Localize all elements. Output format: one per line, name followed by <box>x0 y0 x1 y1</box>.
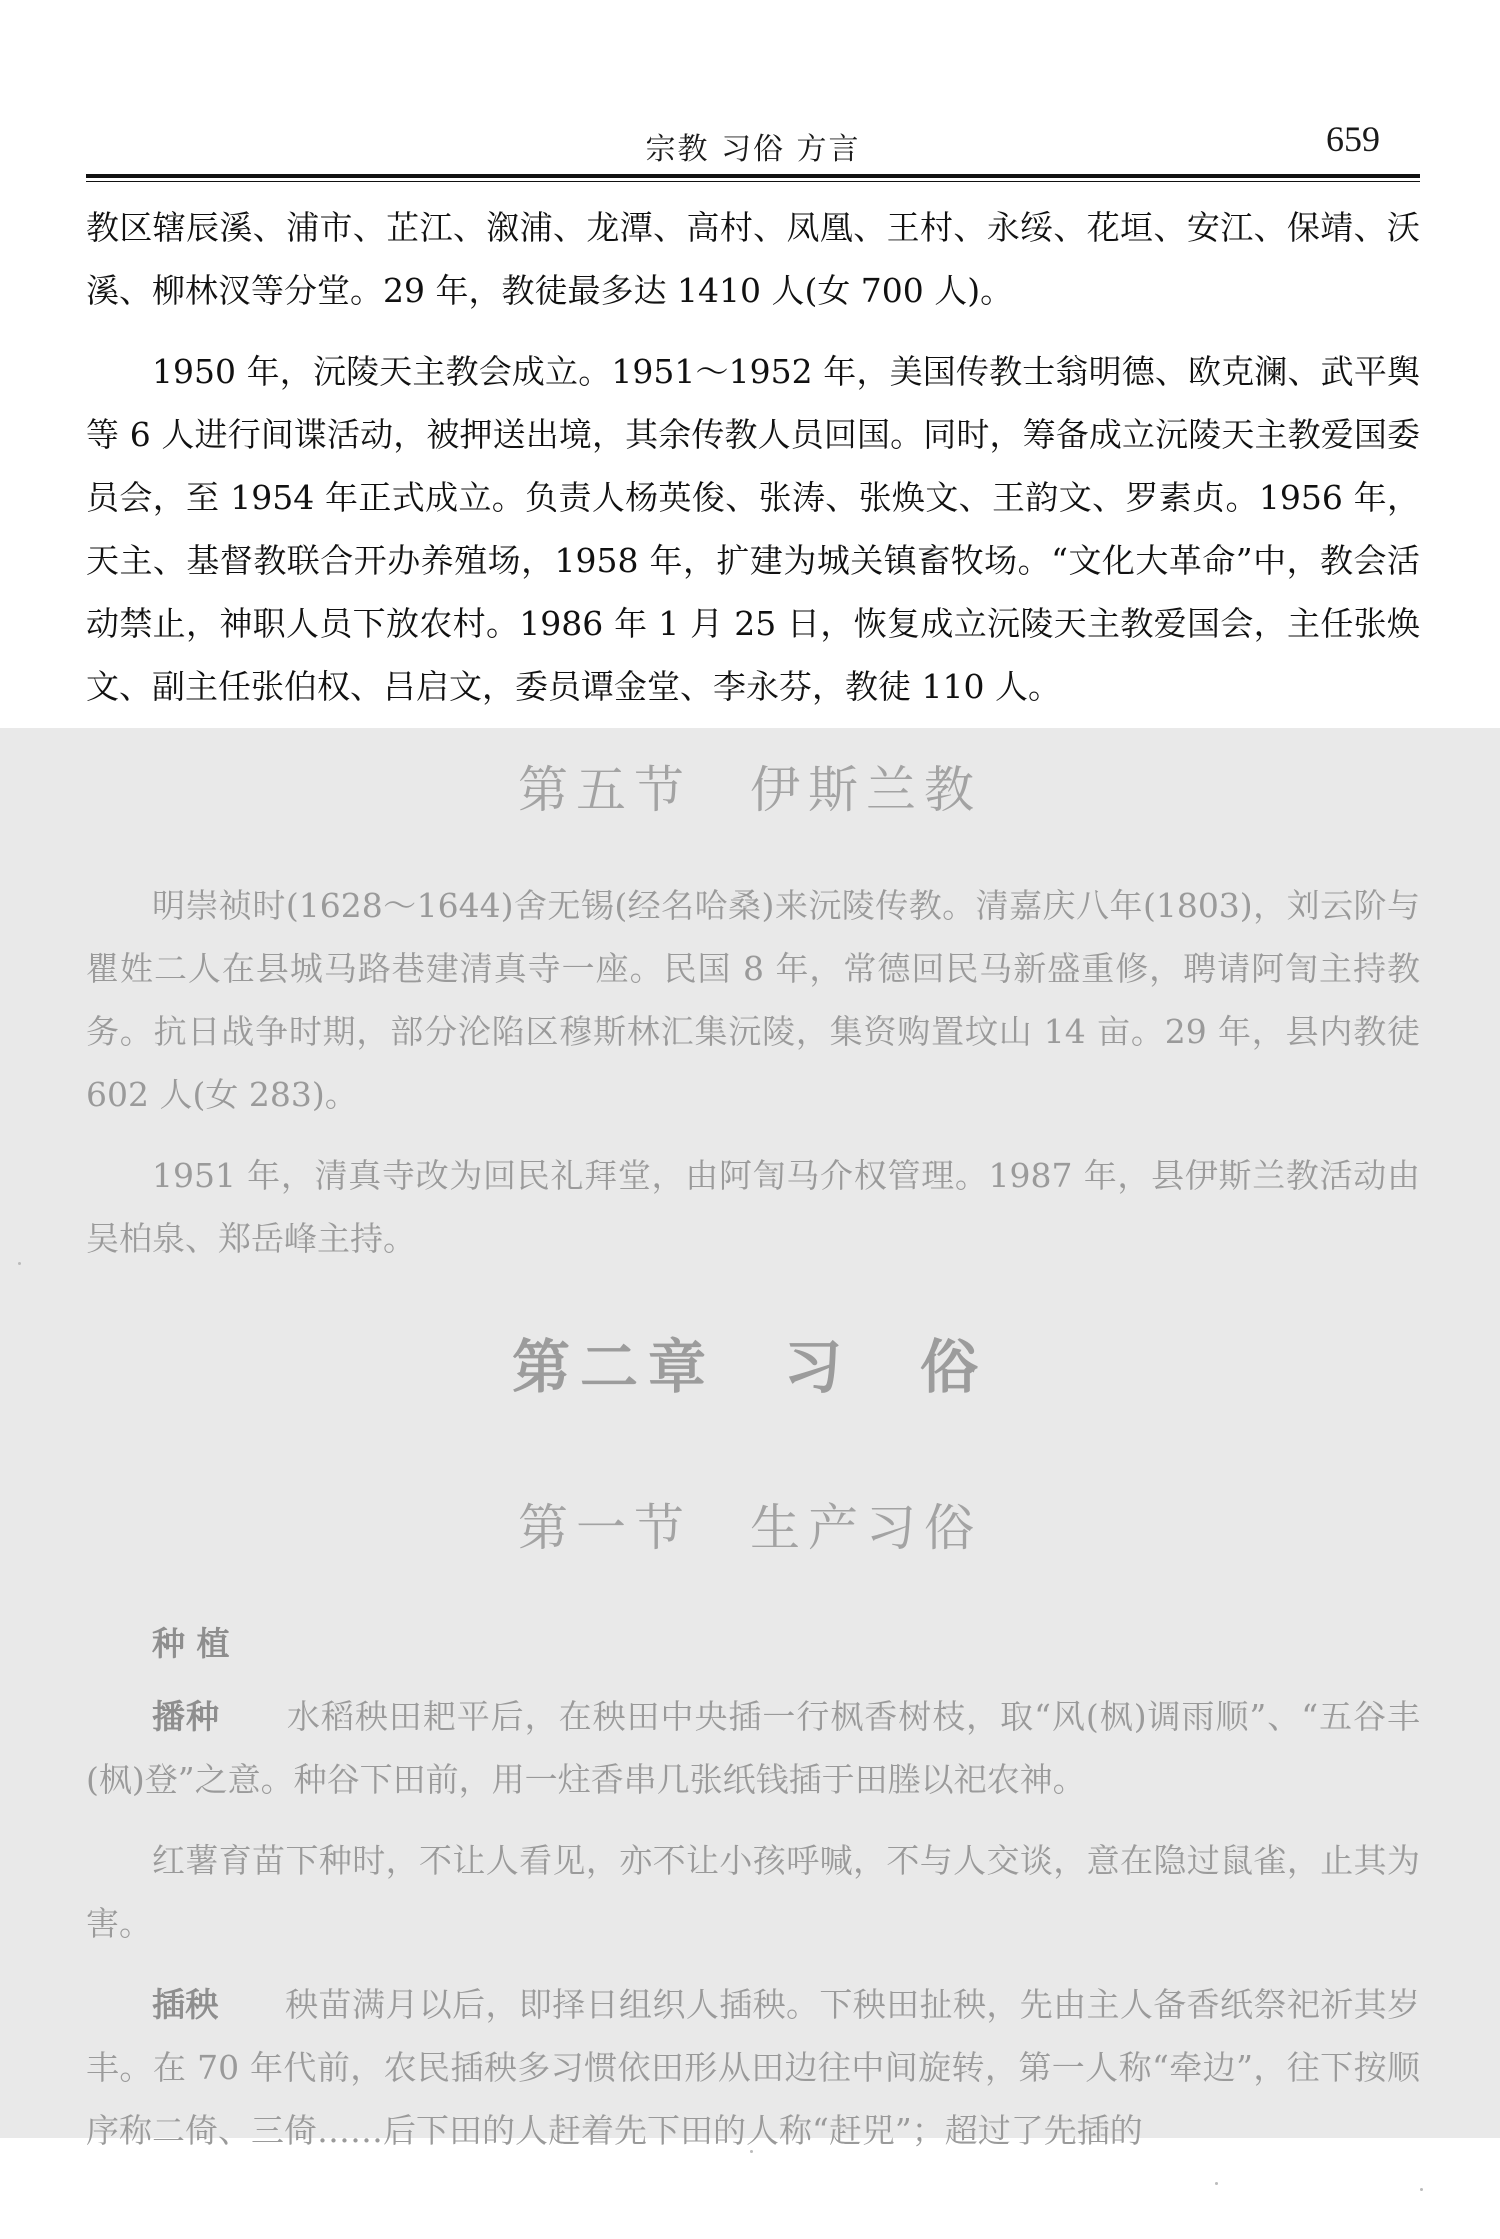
run-in-heading: 播种 <box>152 1697 220 1736</box>
faded-scan-region <box>0 728 1500 2150</box>
paragraph: 明崇祯时(1628～1644)舍无锡(经名哈桑)来沅陵传教。清嘉庆八年(1803)，刘云阶与瞿姓二人在县城马路巷建清真寺一座。民国 8 年，常德回民马新盛重修，聘请阿訇主持教务。抗日战争时期，部分沦陷区穆斯林汇集沅陵，集资购置坟山 14 亩。29 年，县内教徒 602 人(女 283)。 <box>86 886 1420 1114</box>
paragraph-text: 秧苗满月以后，即择日组织人插秧。下秧田扯秧，先由主人备香纸祭祀祈其岁丰。在 70 年代前，农民插秧多习惯依田形从田边往中间旋转，第一人称“牵边”，往下按顺序称二倚、三倚……后下田的人赶着先下田的人称“赶兕”；超过了先插的 <box>86 1985 1421 2150</box>
paragraph: 教区辖辰溪、浦市、芷江、溆浦、龙潭、高村、凤凰、王村、永绥、花垣、安江、保靖、沃溪、柳林汊等分堂。29 年，教徒最多达 1410 人(女 700 人)。 <box>86 208 1420 310</box>
subheading: 种 植 <box>152 1624 230 1663</box>
production-customs-text-block <box>86 1612 1420 2180</box>
section-title: 第一节 生产习俗 <box>518 1499 982 1557</box>
paragraph: 1951 年，清真寺改为回民礼拜堂，由阿訇马介权管理。1987 年，县伊斯兰教活动由吴柏泉、郑岳峰主持。 <box>86 1156 1420 1258</box>
chapter-title: 第二章 习 俗 <box>511 1333 988 1401</box>
scan-speck <box>750 2150 753 2153</box>
scan-speck <box>1420 2188 1423 2191</box>
catholic-text-block <box>86 196 1420 736</box>
paragraph: 红薯育苗下种时，不让人看见，亦不让小孩呼喊，不与人交谈，意在隐过鼠雀，止其为害。 <box>86 1841 1420 1943</box>
page-number: 659 <box>1326 119 1380 159</box>
islam-text-block <box>86 874 1420 1288</box>
paragraph <box>86 1685 1420 1811</box>
paragraph: 1950 年，沅陵天主教会成立。1951～1952 年，美国传教士翁明德、欧克澜、武平舆等 6 人进行间谍活动，被押送出境，其余传教人员回国。同时，筹备成立沅陵天主教爱国委员会，至 1954 年正式成立。负责人杨英俊、张涛、张焕文、王韵文、罗素贞。1956 年，天主、基督教联合开办养殖场，1958 年，扩建为城关镇畜牧场。“文化大革命”中，教会活动禁止，神职人员下放农村。1986 年 1 月 25 日，恢复成立沅陵天主教爱国会，主任张焕文、副主任张伯权、吕启文，委员谭金堂、李永芬，教徒 110 人。 <box>86 352 1420 706</box>
section-title: 第五节 伊斯兰教 <box>518 761 982 819</box>
scan-speck <box>1215 2182 1218 2185</box>
paragraph-text: 水稻秧田耙平后，在秧田中央插一行枫香树枝，取“风(枫)调雨顺”、“五谷丰(枫)登”之意。种谷下田前，用一炷香串几张纸钱插于田塍以祀农神。 <box>86 1697 1420 1799</box>
page-header <box>86 112 1420 172</box>
header-rule-thin <box>86 181 1420 182</box>
running-head: 宗教 习俗 方言 <box>645 132 861 167</box>
paragraph <box>86 1973 1420 2162</box>
header-rule-thick <box>86 174 1420 178</box>
run-in-heading: 插秧 <box>152 1985 219 2024</box>
scan-speck <box>18 1262 21 1265</box>
